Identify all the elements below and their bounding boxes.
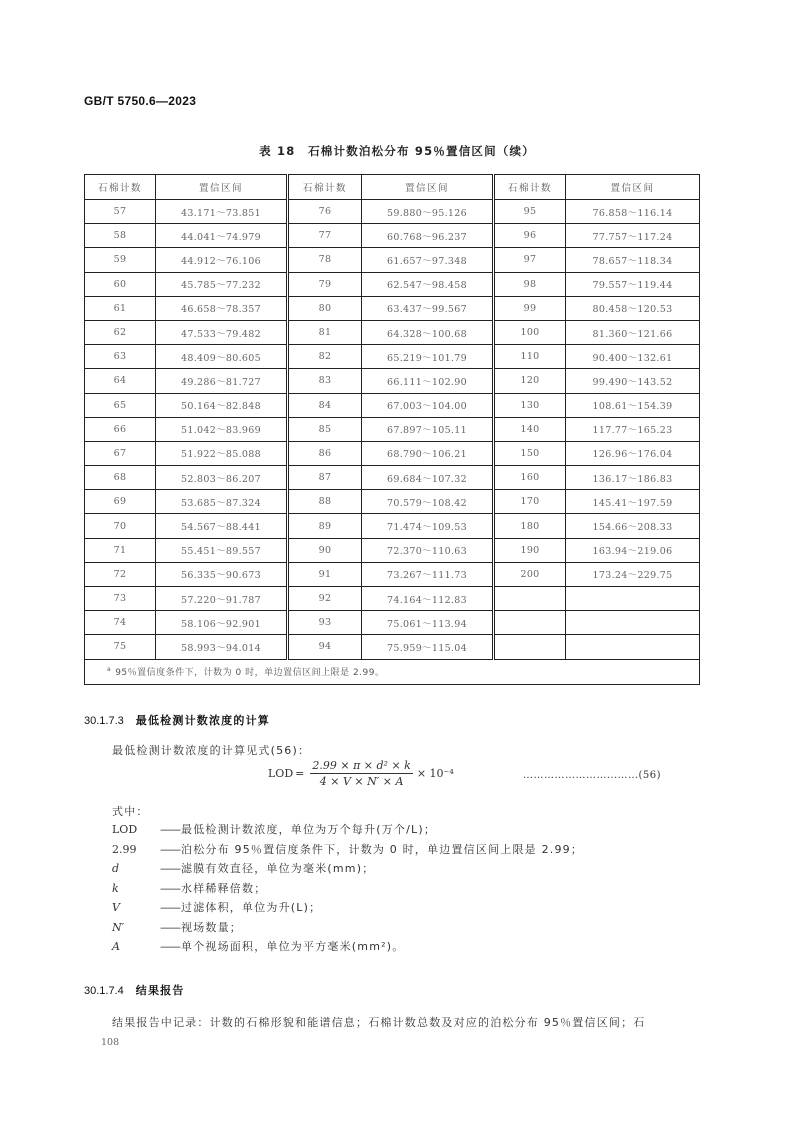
definition-text: 视场数量； — [181, 920, 242, 934]
table-row — [85, 441, 700, 465]
definition-symbol: 2.99 — [112, 842, 137, 856]
confidence-interval-cell: 61.657～97.348 — [362, 248, 494, 272]
confidence-interval-cell: 79.557～119.44 — [566, 272, 700, 296]
section-heading — [84, 712, 270, 728]
confidence-interval-cell: 66.111～102.90 — [362, 369, 494, 393]
asbestos-count-cell: 170 — [494, 490, 566, 514]
table-row — [85, 393, 700, 417]
asbestos-count-cell: 82 — [288, 345, 362, 369]
asbestos-count-cell: 93 — [288, 611, 362, 635]
confidence-interval-cell: 60.768～96.237 — [362, 224, 494, 248]
confidence-interval-cell: 52.803～86.207 — [156, 466, 288, 490]
equation-number: ……………………………(56) — [523, 770, 662, 781]
asbestos-count-cell: 90 — [288, 538, 362, 562]
table-footnote — [85, 659, 700, 684]
asbestos-count-cell: 65 — [85, 393, 156, 417]
confidence-interval-cell: 58.106～92.901 — [156, 611, 288, 635]
table-row — [85, 587, 700, 611]
definition-text: 最低检测计数浓度，单位为万个每升(万个/L)； — [181, 823, 437, 836]
formula-intro: 最低检测计数浓度的计算见式(56)： — [112, 744, 311, 757]
definition-text: 单个视场面积，单位为平方毫米(mm²)。 — [181, 940, 405, 953]
formula-equals: = — [295, 767, 305, 780]
confidence-interval-cell: 43.171～73.851 — [156, 200, 288, 224]
table-row — [85, 296, 700, 320]
asbestos-count-cell: 61 — [85, 296, 156, 320]
confidence-interval-cell — [566, 587, 700, 611]
footnote-mark: a — [107, 666, 112, 674]
table-row — [85, 635, 700, 659]
asbestos-count-cell: 73 — [85, 587, 156, 611]
asbestos-count-cell: 74 — [85, 611, 156, 635]
confidence-interval-cell: 72.370～110.63 — [362, 538, 494, 562]
asbestos-count-cell: 70 — [85, 514, 156, 538]
confidence-interval-cell: 44.912～76.106 — [156, 248, 288, 272]
confidence-interval-cell: 48.409～80.605 — [156, 345, 288, 369]
column-header: 石棉计数 — [288, 175, 362, 200]
confidence-interval-cell: 65.219～101.79 — [362, 345, 494, 369]
confidence-interval-cell: 126.96～176.04 — [566, 441, 700, 465]
asbestos-count-cell: 64 — [85, 369, 156, 393]
asbestos-count-cell: 68 — [85, 466, 156, 490]
asbestos-count-cell: 66 — [85, 417, 156, 441]
confidence-interval-cell: 63.437～99.567 — [362, 296, 494, 320]
asbestos-count-cell: 80 — [288, 296, 362, 320]
section-title: 结果报告 — [135, 984, 185, 997]
asbestos-count-cell: 86 — [288, 441, 362, 465]
asbestos-count-cell: 160 — [494, 466, 566, 490]
asbestos-count-cell: 59 — [85, 248, 156, 272]
asbestos-count-cell: 85 — [288, 417, 362, 441]
asbestos-count-cell: 67 — [85, 441, 156, 465]
table-title: 表 18 石棉计数泊松分布 95％置信区间（续） — [259, 144, 535, 158]
definition-dash: —— — [160, 881, 180, 895]
confidence-interval-cell: 64.328～100.68 — [362, 320, 494, 344]
confidence-interval-cell: 51.922～85.088 — [156, 441, 288, 465]
definition-dash: —— — [160, 823, 180, 836]
table-row — [85, 490, 700, 514]
asbestos-count-cell: 57 — [85, 200, 156, 224]
asbestos-count-cell: 87 — [288, 466, 362, 490]
definition-text: 泊松分布 95％置信度条件下，计数为 0 时，单边置信区间上限是 2.99； — [181, 842, 584, 856]
formula-numerator: 2.99 × π × d² × k — [312, 759, 411, 772]
confidence-interval-cell: 44.041～74.979 — [156, 224, 288, 248]
confidence-interval-cell: 51.042～83.969 — [156, 417, 288, 441]
table-row — [85, 248, 700, 272]
confidence-interval-cell — [566, 611, 700, 635]
column-header: 石棉计数 — [85, 175, 156, 200]
footnote-text: 95％置信度条件下，计数为 0 时，单边置信区间上限是 2.99。 — [115, 668, 385, 679]
definition-row — [112, 821, 436, 837]
lod-formula — [268, 759, 454, 788]
definition-row — [112, 880, 266, 896]
confidence-interval-cell: 74.164～112.83 — [362, 587, 494, 611]
definition-dash: —— — [160, 920, 180, 934]
asbestos-count-cell: 75 — [85, 635, 156, 659]
confidence-interval-cell: 81.360～121.66 — [566, 320, 700, 344]
table-row — [85, 272, 700, 296]
asbestos-count-cell — [494, 587, 566, 611]
table-footnote-row — [85, 659, 700, 684]
table-row — [85, 611, 700, 635]
asbestos-count-cell: 79 — [288, 272, 362, 296]
confidence-interval-cell: 136.17～186.83 — [566, 466, 700, 490]
asbestos-count-cell: 60 — [85, 272, 156, 296]
table-row — [85, 200, 700, 224]
confidence-interval-cell: 53.685～87.324 — [156, 490, 288, 514]
formula-factor: × 10⁻⁴ — [416, 767, 454, 780]
asbestos-count-cell: 72 — [85, 562, 156, 586]
confidence-interval-cell: 71.474～109.53 — [362, 514, 494, 538]
asbestos-count-cell: 81 — [288, 320, 362, 344]
asbestos-count-cell: 92 — [288, 587, 362, 611]
asbestos-count-cell: 69 — [85, 490, 156, 514]
asbestos-count-cell: 88 — [288, 490, 362, 514]
confidence-interval-cell: 77.757～117.24 — [566, 224, 700, 248]
confidence-interval-cell: 68.790～106.21 — [362, 441, 494, 465]
asbestos-count-cell: 97 — [494, 248, 566, 272]
result-report-body: 结果报告中记录：计数的石棉形貌和能谱信息；石棉计数总数及对应的泊松分布 95％置信区间；石 — [112, 1016, 646, 1029]
asbestos-count-cell: 120 — [494, 369, 566, 393]
fraction-bar — [310, 773, 412, 774]
formula-fraction — [310, 759, 412, 788]
definition-text: 滤膜有效直径，单位为毫米(mm)； — [181, 862, 375, 875]
confidence-interval-cell: 90.400～132.61 — [566, 345, 700, 369]
column-header: 置信区间 — [566, 175, 700, 200]
definition-row — [112, 938, 404, 954]
table-row — [85, 466, 700, 490]
asbestos-count-cell: 62 — [85, 320, 156, 344]
confidence-interval-cell: 76.858～116.14 — [566, 200, 700, 224]
definition-symbol: LOD — [112, 823, 138, 836]
confidence-interval-cell: 46.658～78.357 — [156, 296, 288, 320]
asbestos-count-cell: 71 — [85, 538, 156, 562]
confidence-interval-cell: 50.164～82.848 — [156, 393, 288, 417]
asbestos-count-cell: 96 — [494, 224, 566, 248]
confidence-interval-cell: 55.451～89.557 — [156, 538, 288, 562]
document-code: GB/T 5750.6—2023 — [84, 94, 197, 108]
confidence-interval-cell: 58.993～94.014 — [156, 635, 288, 659]
asbestos-count-cell — [494, 635, 566, 659]
definition-symbol: k — [112, 881, 119, 895]
asbestos-count-cell: 110 — [494, 345, 566, 369]
page-number: 108 — [101, 1037, 120, 1048]
confidence-interval-cell — [566, 635, 700, 659]
asbestos-count-cell: 94 — [288, 635, 362, 659]
definition-symbol: N′ — [112, 920, 125, 934]
asbestos-count-cell: 77 — [288, 224, 362, 248]
definition-dash: —— — [160, 940, 180, 953]
confidence-interval-cell: 80.458～120.53 — [566, 296, 700, 320]
where-label: 式中： — [112, 805, 149, 818]
confidence-interval-cell: 75.061～113.94 — [362, 611, 494, 635]
table-row — [85, 345, 700, 369]
confidence-interval-cell: 163.94～219.06 — [566, 538, 700, 562]
confidence-interval-cell: 108.61～154.39 — [566, 393, 700, 417]
table-row — [85, 538, 700, 562]
asbestos-count-cell: 130 — [494, 393, 566, 417]
asbestos-count-cell: 95 — [494, 200, 566, 224]
table-header-row — [85, 175, 700, 200]
table-row — [85, 369, 700, 393]
confidence-interval-cell: 78.657～118.34 — [566, 248, 700, 272]
asbestos-count-cell: 63 — [85, 345, 156, 369]
asbestos-count-cell: 83 — [288, 369, 362, 393]
confidence-interval-cell: 75.959～115.04 — [362, 635, 494, 659]
definition-text: 水样稀释倍数； — [181, 881, 267, 895]
formula-denominator: 4 × V × N′ × A — [319, 775, 404, 788]
column-header: 置信区间 — [156, 175, 288, 200]
asbestos-count-cell: 150 — [494, 441, 566, 465]
column-header: 石棉计数 — [494, 175, 566, 200]
confidence-interval-cell: 70.579～108.42 — [362, 490, 494, 514]
confidence-interval-cell: 99.490～143.52 — [566, 369, 700, 393]
asbestos-count-cell: 78 — [288, 248, 362, 272]
asbestos-count-cell: 200 — [494, 562, 566, 586]
definition-dash: —— — [160, 862, 180, 875]
confidence-interval-cell: 154.66～208.33 — [566, 514, 700, 538]
asbestos-count-cell: 180 — [494, 514, 566, 538]
table-row — [85, 514, 700, 538]
asbestos-count-cell: 89 — [288, 514, 362, 538]
definition-symbol: A — [112, 940, 120, 953]
definition-row — [112, 899, 321, 915]
asbestos-count-cell: 76 — [288, 200, 362, 224]
confidence-interval-cell: 47.533～79.482 — [156, 320, 288, 344]
confidence-interval-cell: 54.567～88.441 — [156, 514, 288, 538]
section-number: 30.1.7.4 — [84, 985, 124, 997]
definition-row — [112, 860, 374, 876]
confidence-interval-cell: 49.286～81.727 — [156, 369, 288, 393]
definition-dash: —— — [160, 901, 180, 914]
table-row — [85, 562, 700, 586]
confidence-interval-cell: 73.267～111.73 — [362, 562, 494, 586]
confidence-interval-cell: 145.41～197.59 — [566, 490, 700, 514]
asbestos-count-cell: 58 — [85, 224, 156, 248]
confidence-interval-cell: 173.24～229.75 — [566, 562, 700, 586]
formula-lhs: LOD — [268, 767, 294, 780]
definition-dash: —— — [160, 842, 180, 856]
confidence-interval-cell: 117.77～165.23 — [566, 417, 700, 441]
confidence-interval-cell: 62.547～98.458 — [362, 272, 494, 296]
definition-symbol: d — [112, 862, 120, 875]
confidence-interval-cell: 59.880～95.126 — [362, 200, 494, 224]
definition-row — [112, 841, 583, 857]
asbestos-count-cell: 190 — [494, 538, 566, 562]
asbestos-count-cell — [494, 611, 566, 635]
asbestos-count-cell: 91 — [288, 562, 362, 586]
asbestos-count-cell: 98 — [494, 272, 566, 296]
confidence-interval-cell: 67.897～105.11 — [362, 417, 494, 441]
confidence-interval-table — [84, 174, 700, 685]
definition-text: 过滤体积，单位为升(L)； — [181, 901, 322, 914]
section-heading — [84, 982, 185, 998]
asbestos-count-cell: 140 — [494, 417, 566, 441]
asbestos-count-cell: 99 — [494, 296, 566, 320]
confidence-interval-cell: 45.785～77.232 — [156, 272, 288, 296]
table-row — [85, 224, 700, 248]
confidence-interval-cell: 57.220～91.787 — [156, 587, 288, 611]
definition-symbol: V — [112, 901, 120, 914]
confidence-interval-cell: 56.335～90.673 — [156, 562, 288, 586]
column-header: 置信区间 — [362, 175, 494, 200]
confidence-interval-cell: 69.684～107.32 — [362, 466, 494, 490]
definition-row — [112, 919, 242, 935]
confidence-interval-cell: 67.003～104.00 — [362, 393, 494, 417]
asbestos-count-cell: 84 — [288, 393, 362, 417]
table-row — [85, 417, 700, 441]
section-title: 最低检测计数浓度的计算 — [135, 714, 270, 727]
section-number: 30.1.7.3 — [84, 715, 124, 727]
table-row — [85, 320, 700, 344]
asbestos-count-cell: 100 — [494, 320, 566, 344]
